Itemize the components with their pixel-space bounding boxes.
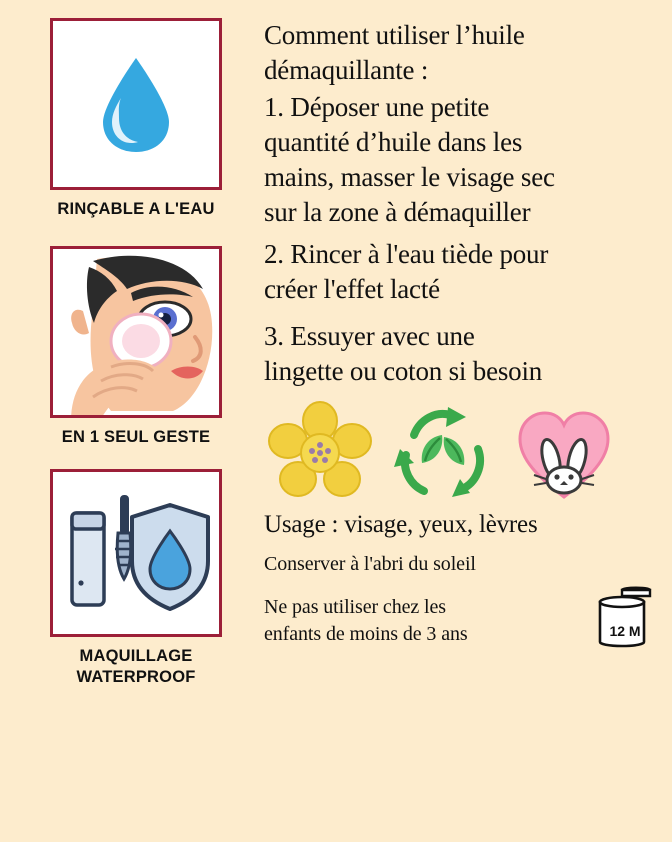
- feature-label-text-2: WATERPROOF: [76, 667, 196, 686]
- instructions-title-line-1: Comment utiliser l’huile: [264, 20, 525, 50]
- feature-icon-box: [50, 18, 222, 190]
- instruction-step-1: [264, 90, 658, 230]
- cruelty-free-rabbit-heart-icon: [512, 401, 616, 505]
- mascara-waterproof-shield-icon: [58, 483, 214, 623]
- features-column: [22, 18, 250, 828]
- instructions-title-line-2: démaquillante :: [264, 55, 429, 86]
- step-1-line-3: mains, masser le visage sec: [264, 162, 555, 193]
- feature-rincable: [22, 18, 250, 220]
- recycle-leaves-icon: [390, 401, 494, 505]
- step-2-line-2: créer l'effet lacté: [264, 273, 440, 304]
- feature-label: [57, 199, 214, 220]
- feature-label-text: MAQUILLAGE: [79, 647, 193, 666]
- step-1-line-2: quantité d’huile dans les: [264, 127, 523, 158]
- warning-text: [264, 594, 582, 648]
- warning-line-1: Ne pas utiliser chez les: [264, 595, 446, 618]
- step-2-line-1: 2. Rincer à l'eau tiède pour: [264, 238, 549, 269]
- step-1-line-1: 1. Déposer une petite: [264, 92, 490, 123]
- step-1-line-4: sur la zone à démaquiller: [264, 197, 531, 228]
- feature-un-seul-geste: [22, 246, 250, 448]
- warning-row: [264, 586, 658, 648]
- badges-row: [264, 399, 658, 507]
- period-after-opening-icon: [592, 586, 658, 648]
- feature-label-text: EN 1 SEUL GESTE: [61, 427, 211, 446]
- instruction-step-2: [264, 237, 658, 307]
- pao-value: 12 M: [609, 622, 641, 639]
- instructions-column: [250, 18, 658, 828]
- feature-maquillage-waterproof: [22, 469, 250, 687]
- step-3-line-1: 3. Essuyer avec une: [264, 320, 475, 351]
- feature-label-text: RINÇABLE A L'EAU: [57, 200, 215, 218]
- storage-note: Conserver à l'abri du soleil: [264, 552, 476, 575]
- usage-text: Usage : visage, yeux, lèvres: [264, 510, 538, 538]
- instructions-title: [264, 18, 658, 88]
- feature-icon-box: [50, 469, 222, 637]
- water-drop-icon: [97, 52, 175, 156]
- feature-icon-box: [50, 246, 222, 418]
- face-cotton-pad-icon: [53, 249, 219, 415]
- step-3-line-2: lingette ou coton si besoin: [264, 355, 543, 386]
- instruction-step-3: [264, 319, 658, 389]
- warning-line-2: enfants de moins de 3 ans: [264, 622, 468, 645]
- feature-label: [62, 427, 211, 448]
- flower-icon: [268, 401, 372, 505]
- feature-label: [76, 646, 195, 687]
